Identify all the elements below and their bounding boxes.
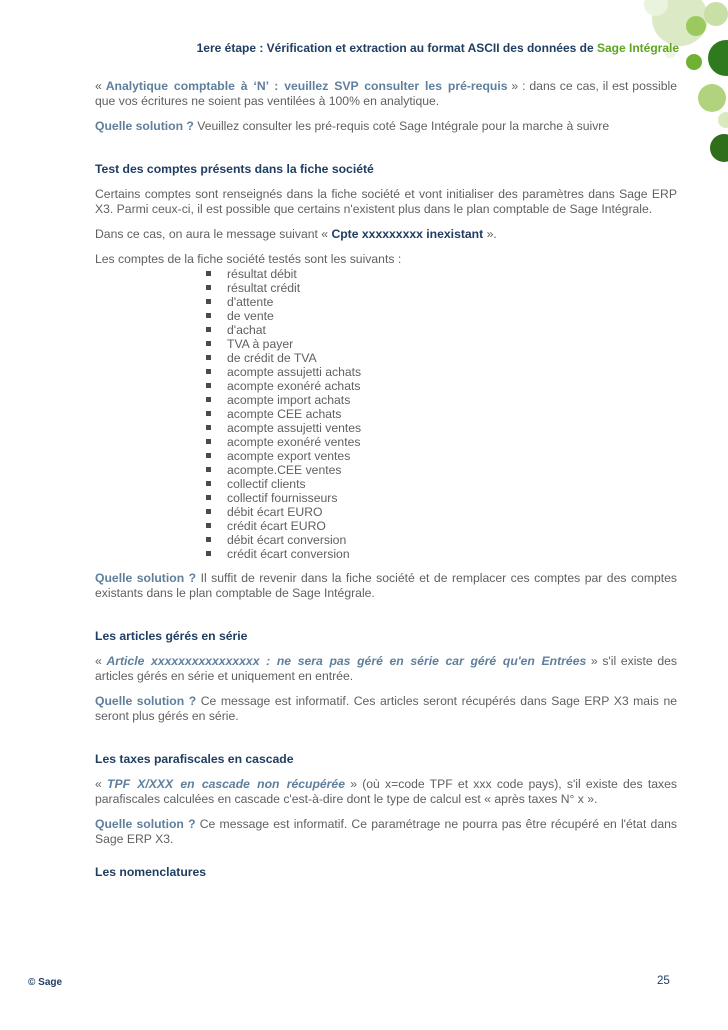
solution-text: Il suffit de revenir dans la fiche société et de remplacer ces comptes par des comptes existants dans le plan comptable de Sage Intégrale. [95, 571, 678, 600]
taxes-paragraph [95, 777, 677, 807]
section-heading-articles: Les articles gérés en série [95, 629, 248, 643]
bullet-icon [206, 523, 211, 528]
bullet-icon [206, 355, 211, 360]
list-item [205, 505, 677, 519]
bullet-icon [206, 411, 211, 416]
list-item [205, 337, 677, 351]
solution-label: Quelle solution ? [95, 119, 194, 133]
bullet-icon [206, 481, 211, 486]
articles-paragraph [95, 654, 677, 684]
articles-message: Article xxxxxxxxxxxxxxxx : ne sera pas géré en série car géré qu'en Entrées [106, 654, 587, 668]
list-item [205, 295, 677, 309]
list-item-label: collectif fournisseurs [227, 491, 338, 505]
document-body [95, 79, 677, 880]
copyright: © Sage [28, 977, 63, 988]
list-item-label: acompte exonéré ventes [227, 435, 361, 449]
bullet-icon [206, 383, 211, 388]
bullet-icon [206, 495, 211, 500]
list-item [205, 351, 677, 365]
list-item-label: résultat débit [227, 267, 297, 281]
solution-text: Veuillez consulter les pré-requis coté Sage Intégrale pour la marche à suivre [193, 119, 610, 133]
bullet-icon [206, 369, 211, 374]
list-item-label: acompte assujetti achats [227, 365, 362, 379]
list-item [205, 393, 677, 407]
bullet-icon [206, 439, 211, 444]
solution-label: Quelle solution ? [95, 694, 197, 708]
accounts-p2-end: ». [483, 227, 497, 241]
list-item [205, 477, 677, 491]
solution-text: Ce message est informatif. Ce paramétrage ne pourra pas être récupéré en l'état dans Sage ERP X3. [95, 817, 677, 846]
list-item-label: d'attente [227, 295, 274, 309]
solution-text: Ce message est informatif. Ces articles seront récupérés dans Sage ERP X3 mais ne seront plus gérés en série. [95, 694, 677, 723]
list-item-label: acompte exonéré achats [227, 379, 361, 393]
solution-label: Quelle solution ? [95, 571, 197, 585]
list-item [205, 407, 677, 421]
list-item-label: crédit écart EURO [227, 519, 326, 533]
quote-open: « [95, 654, 107, 668]
list-item [205, 267, 677, 281]
list-item [205, 435, 677, 449]
bullet-icon [206, 453, 211, 458]
intro-paragraph [95, 79, 677, 109]
list-item [205, 281, 677, 295]
list-item-label: acompte.CEE ventes [227, 463, 342, 477]
articles-solution [95, 694, 677, 724]
list-item [205, 547, 677, 561]
header-brand: Sage Intégrale [596, 41, 679, 55]
bullet-icon [206, 271, 211, 276]
header-title: 1ere étape : Vérification et extraction au format ASCII des données de [196, 41, 597, 55]
list-item [205, 379, 677, 393]
accounts-paragraph-3: Les comptes de la fiche société testés sont les suivants : [95, 252, 402, 266]
taxes-text: » (où x=code TPF et xxx code pays), s'il existe des taxes parafiscales calculées en cascade c'est-à-dire dont le type de calcul est « après taxes N° x ». [95, 777, 677, 806]
list-item [205, 323, 677, 337]
bullet-icon [206, 537, 211, 542]
intro-solution [95, 119, 677, 134]
accounts-list [95, 267, 677, 561]
list-item-label: acompte import achats [227, 393, 351, 407]
list-item-label: débit écart EURO [227, 505, 323, 519]
bullet-icon [206, 285, 211, 290]
error-message: Cpte xxxxxxxxx inexistant [331, 227, 484, 241]
list-item [205, 421, 677, 435]
bullet-icon [206, 425, 211, 430]
articles-text: » s'il existe des articles gérés en série et uniquement en entrée. [95, 654, 677, 683]
solution-label: Quelle solution ? [95, 817, 196, 831]
list-item-label: de crédit de TVA [227, 351, 317, 365]
quote-open: « [95, 777, 108, 791]
bullet-icon [206, 467, 211, 472]
list-item [205, 309, 677, 323]
taxes-message: TPF X/XXX en cascade non récupérée [107, 777, 345, 791]
list-item-label: acompte assujetti ventes [227, 421, 362, 435]
accounts-solution [95, 571, 677, 601]
bullet-icon [206, 299, 211, 304]
list-item [205, 365, 677, 379]
page-header [0, 41, 679, 55]
accounts-paragraph-1: Certains comptes sont renseignés dans la fiche société et vont initialiser des paramètres dans Sage ERP X3. Parmi ceux-ci, il est possible que certains n'existent plus dans le plan comptable de Sage Intégrale. [95, 187, 677, 216]
section-heading-accounts: Test des comptes présents dans la fiche société [95, 162, 374, 176]
list-item-label: d'achat [227, 323, 266, 337]
list-item [205, 463, 677, 477]
bullet-icon [206, 509, 211, 514]
accounts-p2-text: Dans ce cas, on aura le message suivant « [95, 227, 332, 241]
list-item-label: TVA à payer [227, 337, 294, 351]
bullet-icon [206, 551, 211, 556]
list-item-label: acompte CEE achats [227, 407, 342, 421]
list-item [205, 533, 677, 547]
accounts-paragraph-2 [95, 227, 677, 242]
list-item-label: de vente [227, 309, 274, 323]
list-item-label: crédit écart conversion [227, 547, 350, 561]
bullet-icon [206, 313, 211, 318]
list-item-label: débit écart conversion [227, 533, 347, 547]
list-item-label: collectif clients [227, 477, 306, 491]
list-item [205, 519, 677, 533]
section-heading-nomenclatures: Les nomenclatures [95, 865, 207, 879]
quote-open: « [95, 79, 106, 93]
list-item-label: acompte export ventes [227, 449, 351, 463]
page-number: 25 [657, 975, 670, 987]
intro-text: » : dans ce cas, il est possible que vos écritures ne soient pas ventilées à 100% en analytique. [95, 79, 678, 108]
bullet-icon [206, 397, 211, 402]
bullet-icon [206, 327, 211, 332]
taxes-solution [95, 817, 677, 847]
list-item [205, 449, 677, 463]
list-item [205, 491, 677, 505]
section-heading-taxes: Les taxes parafiscales en cascade [95, 752, 294, 766]
intro-message: Analytique comptable à ‘N’ : veuillez SVP consulter les pré-requis [105, 79, 508, 93]
list-item-label: résultat crédit [227, 281, 301, 295]
bullet-icon [206, 341, 211, 346]
